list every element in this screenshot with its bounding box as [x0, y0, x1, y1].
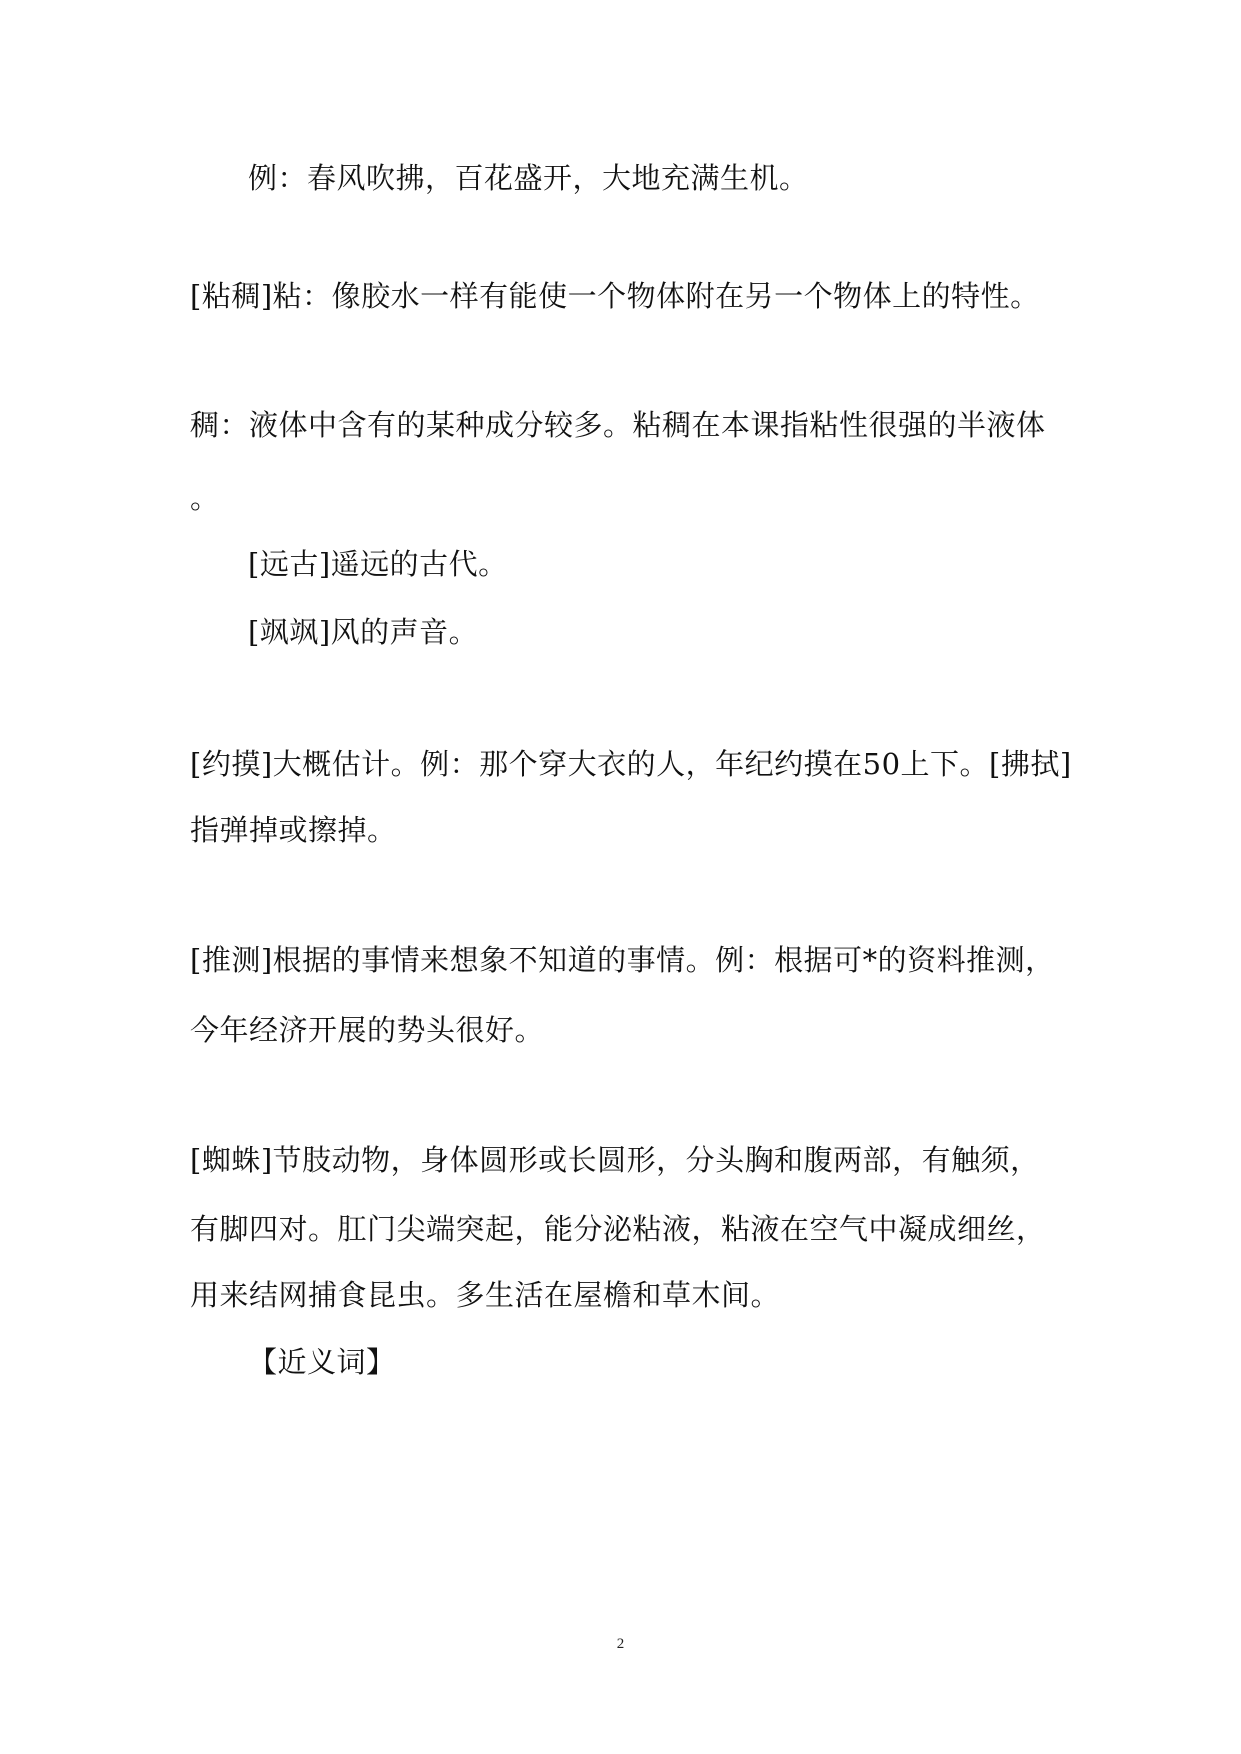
example-sentence-spring: 例：春风吹拂，百花盛开，大地充满生机。: [248, 161, 809, 195]
definition-yuemo: [约摸]大概估计。例：那个穿大衣的人，年纪约摸在50上下。[拂拭]: [190, 747, 1072, 781]
section-heading-synonyms: 【近义词】: [248, 1345, 396, 1379]
definition-zhanchou-zhan: [粘稠]粘：像胶水一样有能使一个物体附在另一个物体上的特性。: [190, 279, 1040, 313]
definition-tuice-continued: 今年经济开展的势头很好。: [190, 1013, 545, 1047]
definition-fushi: 指弹掉或擦掉。: [190, 813, 397, 847]
definition-tuice: [推测]根据的事情来想象不知道的事情。例：根据可*的资料推测，: [190, 943, 1055, 977]
definition-chou: 稠：液体中含有的某种成分较多。粘稠在本课指粘性很强的半液体: [190, 408, 1046, 442]
definition-zhizhu-line-3: 用来结网捕食昆虫。多生活在屋檐和草木间。: [190, 1278, 781, 1312]
definition-yuangu: [远古]遥远的古代。: [248, 547, 508, 581]
definition-zhizhu-line-2: 有脚四对。肛门尖端突起，能分泌粘液，粘液在空气中凝成细丝，: [190, 1212, 1046, 1246]
definition-sasa: [飒飒]风的声音。: [248, 615, 479, 649]
definition-chou-continued: 。: [190, 481, 220, 515]
definition-zhizhu: [蜘蛛]节肢动物，身体圆形或长圆形，分头胸和腹两部，有触须，: [190, 1143, 1040, 1177]
page-number: 2: [616, 1636, 625, 1652]
